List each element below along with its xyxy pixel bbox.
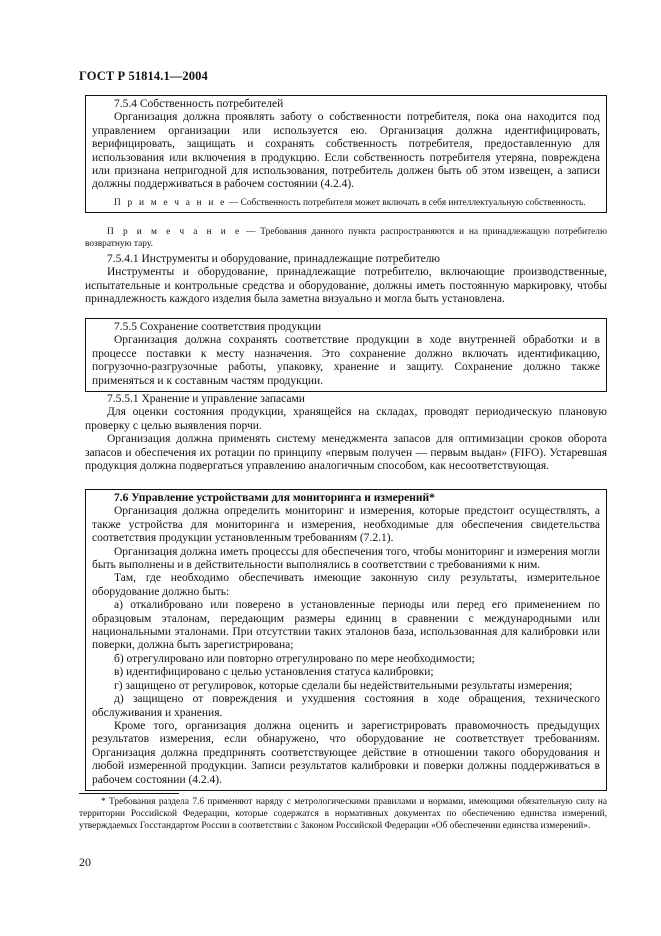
section-7-6-p3: Там, где необходимо обеспечивать имеющие законную силу результаты, измерительное оборудование должно быть: bbox=[92, 572, 600, 598]
section-7-5-4-1 bbox=[85, 253, 607, 307]
list-item-a: а) откалибровано или поверено в установленные периоды или перед его применением по образцовым эталонам, передающим размеры единиц в сравнении с международными или национальными эталонами. При отсутствии таких эталонов база, использованная для калибровки или поверки, должна быть зарегистрирована; bbox=[92, 599, 600, 652]
note-text: — Собственность потребителя может включать в себя интеллектуальную собственность. bbox=[226, 197, 586, 208]
note-returnable-packaging bbox=[85, 226, 607, 250]
section-7-6-p4: Кроме того, организация должна оценить и зарегистрировать правомочность предыдущих результатов измерения, если обнаружено, что оборудование не соответствует требованиям. Организация должна предпринять соответствующее действие в отношении такого оборудования и любой измеренной продукции. Записи результатов калибровки и поверки должны поддерживаться в рабочем состоянии (4.2.4). bbox=[92, 719, 600, 786]
note-2 bbox=[85, 226, 607, 250]
list-item-g: г) защищено от регулировок, которые сделали бы недействительными результаты измерения; bbox=[114, 679, 573, 692]
section-7-6-p1: Организация должна определить мониторинг и измерения, которые предстоит осуществлять, а также устройства для мониторинга и измерения, необходимые для обеспечения свидетельства соответствия продукции установленным требованиям (7.2.1). bbox=[92, 505, 600, 545]
section-7-5-5-box bbox=[85, 318, 607, 392]
page-number: 20 bbox=[79, 855, 91, 869]
section-7-6-p2: Организация должна иметь процессы для обеспечения того, чтобы мониторинг и измерения могли быть выполнены и в действительности выполнялись в соответствии с требованиями к ним. bbox=[92, 545, 600, 572]
list-item-v: в) идентифицировано с целью установления статуса калибровки; bbox=[114, 666, 434, 679]
section-7-5-4-note bbox=[92, 197, 600, 209]
section-7-5-4-box bbox=[85, 95, 607, 213]
section-7-5-5-1-p1: Для оценки состояния продукции, хранящейся на складах, проводят периодическую плановую проверку с целью выявления порчи. bbox=[85, 406, 607, 432]
section-7-5-5-1 bbox=[85, 393, 607, 473]
section-7-5-5-body: Организация должна сохранять соответствие продукции в ходе внутренней обработки и в процессе поставки к месту назначения. Это сохранение должно включать идентификацию, погрузочно-разгрузочные работы, упаковку, хранение и защиту. Сохранение должно также применяться и к составным частям продукции. bbox=[92, 334, 600, 387]
section-7-5-4-body: Организация должна проявлять заботу о собственности потребителя, пока она находится под управлением организации или используется ею. Организация должна идентифицировать, верифицировать, защищать и сохранять собственность потребителя, предоставленную для использования или включения в продукцию. Если собственность потребителя утеряна, повреждена или признана непригодной для использования, потребитель должен быть об этом извещен, а записи должны поддерживаться в рабочем состоянии (4.2.4). bbox=[92, 111, 600, 191]
section-7-5-4-1-heading: 7.5.4.1 Инструменты и оборудование, принадлежащие потребителю bbox=[107, 253, 441, 265]
footnote-text: * Требования раздела 7.6 применяют наряду с метрологическими правилами и нормами, имеющими обязательную силу на территории Российской Федерации, которые содержатся в нормативных документах по обеспечению единства измерений, утверждаемых Госстандартом России в соответствии с Законом Российской Федерации «Об обеспечении единства измерений». bbox=[79, 797, 607, 831]
note-2-label: П р и м е ч а н и е bbox=[107, 227, 242, 237]
list-item-d: д) защищено от повреждения и ухудшения состояния в ходе обращения, технического обслуживания и хранения. bbox=[92, 693, 600, 719]
document-header: ГОСТ Р 51814.1—2004 bbox=[79, 69, 208, 83]
section-7-5-5-1-p2: Организация должна применять систему менеджмента запасов для оптимизации сроков оборота запасов и обеспечения их ротации по принципу «первым получен — первым выдан» (FIFO). Устаревшая продукция должна подвергаться управлению аналогичным способом, как несоответствующая. bbox=[85, 433, 607, 473]
section-7-5-4-1-body: Инструменты и оборудование, принадлежащие потребителю, включающие производственные, испытательные и контрольные средства и оборудование, должны иметь постоянную маркировку, чтобы принадлежность каждого изделия была заметна визуально и могла быть установлена. bbox=[85, 266, 607, 306]
note-2-text: — Требования данного пункта распространяются и на принадлежащую потребителю возвратную тару. bbox=[85, 227, 607, 249]
section-7-6-box bbox=[85, 489, 607, 791]
note-label: П р и м е ч а н и е bbox=[114, 197, 227, 208]
section-7-5-4-heading: 7.5.4 Собственность потребителей bbox=[114, 98, 284, 110]
list-item-b: б) отрегулировано или повторно отрегулировано по мере необходимости; bbox=[114, 652, 475, 665]
footnote-divider bbox=[79, 793, 179, 794]
section-7-5-5-heading: 7.5.5 Сохранение соответствия продукции bbox=[114, 321, 322, 333]
section-7-6-heading: 7.6 Управление устройствами для мониторинга и измерений* bbox=[114, 492, 435, 504]
footnote bbox=[79, 796, 607, 832]
section-7-5-5-1-heading: 7.5.5.1 Хранение и управление запасами bbox=[107, 393, 305, 405]
